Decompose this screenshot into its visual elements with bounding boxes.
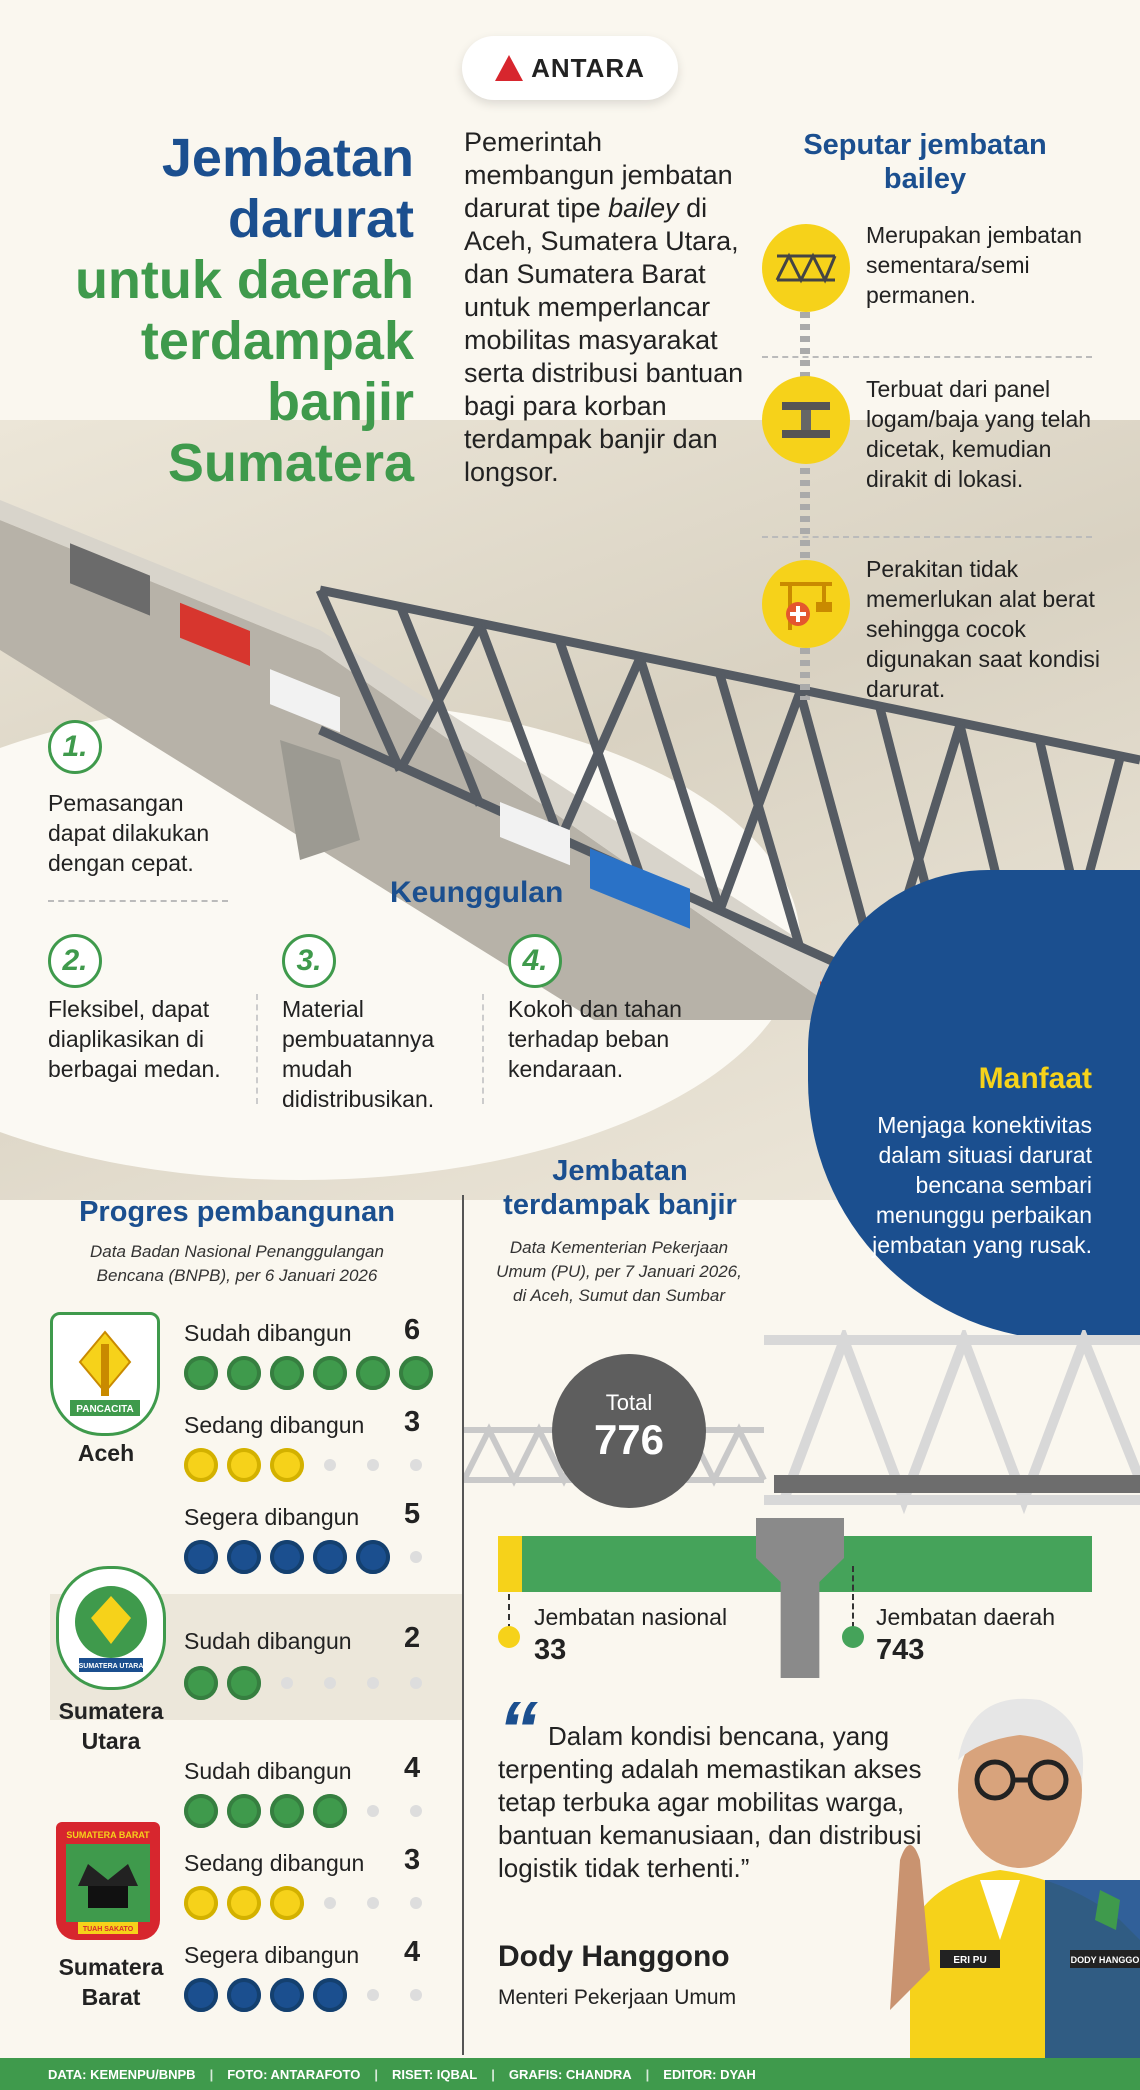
advantage-text-4: Kokoh dan tahan terhadap beban kendaraan. <box>508 996 682 1082</box>
sumbar-emblem-text: SUMATERA BARAT <box>66 1830 150 1840</box>
empty-dot <box>367 1459 379 1471</box>
advantage-divider <box>48 900 228 902</box>
nasional-label: Jembatan nasional <box>534 1604 728 1630</box>
empty-dot <box>324 1459 336 1471</box>
credits-footer <box>0 2058 1140 2090</box>
empty-dot <box>367 1805 379 1817</box>
advantage-text-3: Material pembuatannya mudah didistribusikan. <box>282 996 435 1112</box>
bridge-dot <box>184 1978 218 2012</box>
credit-data: DATA: KEMENPU/BNPB <box>48 2066 196 2082</box>
status-label: Sudah dibangun <box>184 1758 352 1784</box>
seputar-title: Seputar jembatan bailey <box>803 129 1047 195</box>
logo-text: ANTARA <box>531 52 645 83</box>
empty-dot <box>410 1897 422 1909</box>
bridge-dot <box>270 1978 304 2012</box>
bridge-dot <box>270 1540 304 1574</box>
progres-title: Progres pembangunan <box>79 1196 395 1228</box>
status-label: Sedang dibangun <box>184 1850 365 1876</box>
credit-separator: | <box>645 2066 650 2082</box>
jembatan-nasional-bar <box>498 1536 522 1592</box>
intro-paragraph <box>464 126 754 489</box>
terdampak-title: Jembatan terdampak banjir <box>503 1155 737 1221</box>
aceh-emblem-text: PANCACITA <box>76 1404 134 1415</box>
total-value: 776 <box>593 1416 665 1463</box>
status-count: 6 <box>404 1314 421 1346</box>
bridge-dot <box>184 1886 218 1920</box>
status-count: 4 <box>404 1752 421 1784</box>
empty-dot <box>367 1677 379 1689</box>
advantage-number-2: 2. <box>48 934 102 988</box>
advantage-number-3: 3. <box>282 934 336 988</box>
aceh-segera-dots <box>184 1540 433 1574</box>
manfaat-panel <box>808 870 1140 1340</box>
status-count: 3 <box>404 1406 421 1438</box>
region-name-sumut: Sumatera Utara <box>58 1698 164 1754</box>
bridge-dot <box>227 1356 261 1390</box>
daerah-label: Jembatan daerah <box>876 1604 1056 1630</box>
bridge-dot <box>184 1666 218 1700</box>
title-line-5: banjir <box>266 372 414 432</box>
daerah-legend-dot <box>842 1626 864 1648</box>
title-line-3: untuk daerah <box>74 250 414 310</box>
status-label: Sudah dibangun <box>184 1628 352 1654</box>
aceh-sudah-dots <box>184 1356 433 1390</box>
advantage-divider <box>482 994 484 1104</box>
title-line-4: terdampak <box>140 311 414 371</box>
bridge-dot <box>227 1540 261 1574</box>
antara-mark-icon <box>495 55 523 81</box>
bridge-dot <box>270 1886 304 1920</box>
advantage-number-1: 1. <box>48 720 102 774</box>
title-line-6: Sumatera <box>167 433 414 493</box>
credit-foto: FOTO: ANTARAFOTO <box>227 2066 361 2082</box>
nasional-value: 33 <box>534 1634 567 1666</box>
intro-text-before: Pemerintah membangun jembatan darurat tipe <box>464 127 733 223</box>
empty-dot <box>367 1897 379 1909</box>
sumut-sudah-dots <box>184 1666 433 1700</box>
bridge-dot <box>184 1448 218 1482</box>
keunggulan-title: Keunggulan <box>390 876 564 909</box>
bridge-dot <box>356 1540 390 1574</box>
quote-mark-icon: “ <box>498 1685 538 1774</box>
nasional-legend-dot <box>498 1626 520 1648</box>
status-label: Segera dibangun <box>184 1504 360 1530</box>
intro-text-after: di Aceh, Sumatera Utara, dan Sumatera Barat untuk memperlancar mobilitas masyarakat serta distribusi bantuan bagi para korban terdampak banjir dan longsor. <box>464 193 744 487</box>
sumbar-sedang-dots <box>184 1886 433 1920</box>
bridge-dot <box>356 1356 390 1390</box>
bridge-truss-icon <box>762 224 850 312</box>
progres-source: Data Badan Nasional Penanggulangan Bencana (BNPB), per 6 Januari 2026 <box>90 1242 384 1285</box>
empty-dot <box>410 1989 422 2001</box>
status-label: Sudah dibangun <box>184 1320 352 1346</box>
sumbar-emblem-motto: TUAH SAKATO <box>82 1926 134 1933</box>
seputar-divider <box>762 356 1092 358</box>
total-circle <box>552 1354 706 1508</box>
aceh-emblem <box>50 1312 160 1436</box>
empty-dot <box>410 1677 422 1689</box>
aceh-sedang-dots <box>184 1448 433 1482</box>
region-name-sumbar: Sumatera Barat <box>58 1954 164 2010</box>
empty-dot <box>367 1989 379 2001</box>
legend-leader <box>852 1566 854 1628</box>
intro-text-italic: bailey <box>608 193 679 223</box>
seputar-item-1: Merupakan jembatan sementara/semi permanen. <box>866 222 1083 308</box>
credit-separator: | <box>209 2066 214 2082</box>
speaker-name: Dody Hanggono <box>498 1940 730 1973</box>
bridge-dot <box>184 1540 218 1574</box>
column-divider <box>462 1195 464 2055</box>
page-title <box>0 128 414 494</box>
bridge-pier-illustration <box>756 1518 844 1678</box>
bridge-dot <box>227 1886 261 1920</box>
empty-dot <box>410 1805 422 1817</box>
advantage-text-1: Pemasangan dapat dilakukan dengan cepat. <box>48 790 210 876</box>
daerah-value: 743 <box>876 1634 925 1666</box>
bridge-dot <box>227 1794 261 1828</box>
bridge-dot <box>227 1666 261 1700</box>
crane-icon <box>762 560 850 648</box>
quote-body: Dalam kondisi bencana, yang terpenting adalah memastikan akses tetap terbuka agar mobilitas warga, bantuan kemanusiaan, dan distribusi logistik tidak terhenti.” <box>498 1721 922 1883</box>
status-count: 2 <box>404 1622 421 1654</box>
bridge-dot <box>313 1978 347 2012</box>
bridge-dot <box>184 1356 218 1390</box>
terdampak-source: Data Kementerian Pekerjaan Umum (PU), per 7 Januari 2026, di Aceh, Sumut dan Sumbar <box>496 1238 742 1305</box>
sumut-emblem-text: SUMATERA UTARA <box>78 1663 144 1670</box>
empty-dot <box>324 1897 336 1909</box>
legend-leader <box>508 1594 510 1630</box>
status-label: Segera dibangun <box>184 1942 360 1968</box>
bridge-dot <box>227 1448 261 1482</box>
steel-beam-icon <box>762 376 850 464</box>
title-line-1: Jembatan <box>161 128 414 188</box>
seputar-item-3: Perakitan tidak memerlukan alat berat sehingga cocok digunakan saat kondisi darurat. <box>866 556 1100 702</box>
bridge-dot <box>399 1356 433 1390</box>
title-line-2: darurat <box>227 189 414 249</box>
advantage-divider <box>256 994 258 1104</box>
antara-logo <box>462 36 678 100</box>
empty-dot <box>410 1551 422 1563</box>
bridge-dot <box>270 1356 304 1390</box>
credit-grafis: GRAFIS: CHANDRA <box>508 2066 632 2082</box>
credit-separator: | <box>374 2066 378 2082</box>
sumbar-sudah-dots <box>184 1794 433 1828</box>
bridge-dot <box>313 1540 347 1574</box>
credit-riset: RISET: IQBAL <box>391 2066 478 2082</box>
credit-separator: | <box>491 2066 495 2082</box>
bridge-dot <box>270 1794 304 1828</box>
bridge-dot <box>313 1356 347 1390</box>
speaker-portrait <box>870 1680 1140 2060</box>
bridge-dot <box>227 1978 261 2012</box>
status-count: 4 <box>404 1936 421 1968</box>
empty-dot <box>281 1677 293 1689</box>
status-count: 3 <box>404 1844 421 1876</box>
seputar-item-2: Terbuat dari panel logam/baja yang telah dicetak, kemudian dirakit di lokasi. <box>866 376 1092 492</box>
empty-dot <box>410 1459 422 1471</box>
manfaat-text: Menjaga konektivitas dalam situasi darurat bencana sembari menunggu perbaikan jembatan yang rusak. <box>872 1112 1092 1258</box>
total-label: Total <box>605 1390 653 1415</box>
seputar-divider <box>762 536 1092 538</box>
advantage-number-4: 4. <box>508 934 562 988</box>
empty-dot <box>324 1677 336 1689</box>
status-count: 5 <box>404 1498 421 1530</box>
badge-right-text: DODY HANGGO <box>1070 1955 1140 1965</box>
manfaat-title: Manfaat <box>978 1062 1092 1095</box>
region-name-aceh: Aceh <box>77 1440 135 1466</box>
sumut-emblem <box>56 1566 166 1690</box>
badge-left-text: ERI PU <box>953 1955 987 1966</box>
bridge-dot <box>313 1794 347 1828</box>
credit-editor: EDITOR: DYAH <box>663 2066 756 2082</box>
speaker-role: Menteri Pekerjaan Umum <box>498 1986 737 2009</box>
sumbar-emblem <box>56 1822 160 1940</box>
bridge-dot <box>184 1794 218 1828</box>
bridge-dot <box>270 1448 304 1482</box>
advantage-text-2: Fleksibel, dapat diaplikasikan di berbagai medan. <box>48 996 221 1082</box>
sumbar-segera-dots <box>184 1978 433 2012</box>
status-label: Sedang dibangun <box>184 1412 365 1438</box>
